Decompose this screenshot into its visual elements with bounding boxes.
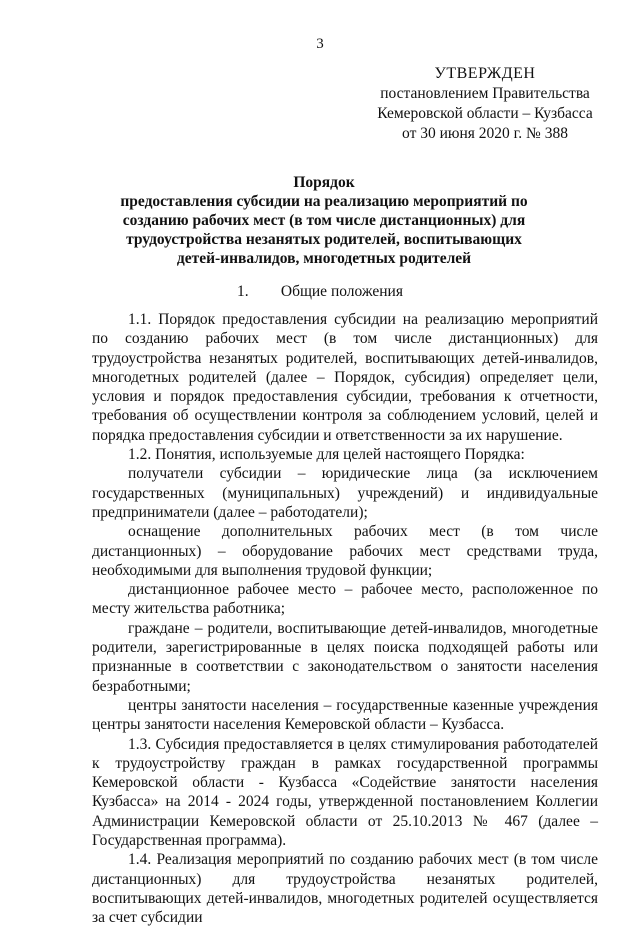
document-body [92,310,598,928]
approval-line: от 30 июня 2020 г. № 388 [402,125,568,142]
title-text: предоставления субсидии на реализацию мероприятий по созданию рабочих мест (в том числе дистанционных) для трудоустройства незанятых родителей, воспитывающих детей-инвалидов, многодетных родителей [120,193,528,267]
approval-heading: УТВЕРЖДЕН [434,65,536,82]
approval-line: Кемеровской области – Кузбасса [377,105,593,122]
section-title: Общие положения [280,283,403,300]
approval-stamp [360,64,610,144]
paragraph: центры занятости населения – государственные казенные учреждения центры занятости населения Кемеровской области – Кузбасса. [92,696,598,734]
document-title [104,173,544,268]
title-word: Порядок [293,174,355,191]
section-heading [0,283,640,301]
paragraph: дистанционное рабочее место – рабочее место, расположенное по месту жительства работника; [92,581,598,618]
paragraph: получатели субсидии – юридические лица (за исключением государственных (муниципальных) учреждений) и индивидуальные предприниматели (далее – работодатели); [92,465,598,521]
paragraph: 1.4. Реализация мероприятий по созданию рабочих мест (в том числе дистанционных) для трудоустройства незанятых родителей, воспитывающих детей-инвалидов, многодетных родителей осуществляется за счет субсидии [92,851,598,927]
page-number: 3 [316,36,324,52]
paragraph: граждане – родители, воспитывающие детей-инвалидов, многодетные родители, зарегистрированные в целях поиска подходящей работы или признанные в соответствии с законодательством о занятости населения безработными; [92,619,598,695]
section-number: 1. [237,283,249,300]
paragraph: 1.1. Порядок предоставления субсидии на реализацию мероприятий по созданию рабочих мест (в том числе дистанционных) для трудоустройства незанятых родителей, воспитывающих детей-инвалидов, многодетных родителей (далее – Порядок, субсидия) определяет цели, условия и порядок предоставления субсидии, требования к отчетности, требования об осуществлении контроля за соблюдением условий, целей и порядка предоставления субсидии и ответственности за их нарушение. [92,311,598,444]
paragraph: 1.3. Субсидия предоставляется в целях стимулирования работодателей к трудоустройству граждан в рамках государственной программы Кемеровской области - Кузбасса «Содействие занятости населения Кузбасса» на 2014 - 2024 годы, утвержденной постановлением Коллегии Администрации Кемеровской области от 25.10.2013 № 467 (далее – Государственная программа). [92,735,598,850]
paragraph: 1.2. Понятия, используемые для целей настоящего Порядка: [128,446,525,464]
approval-line: постановлением Правительства [380,85,590,102]
paragraph: оснащение дополнительных рабочих мест (в том числе дистанционных) – оборудование рабочих мест средствами труда, необходимыми для выполнения трудовой функции; [92,523,598,579]
